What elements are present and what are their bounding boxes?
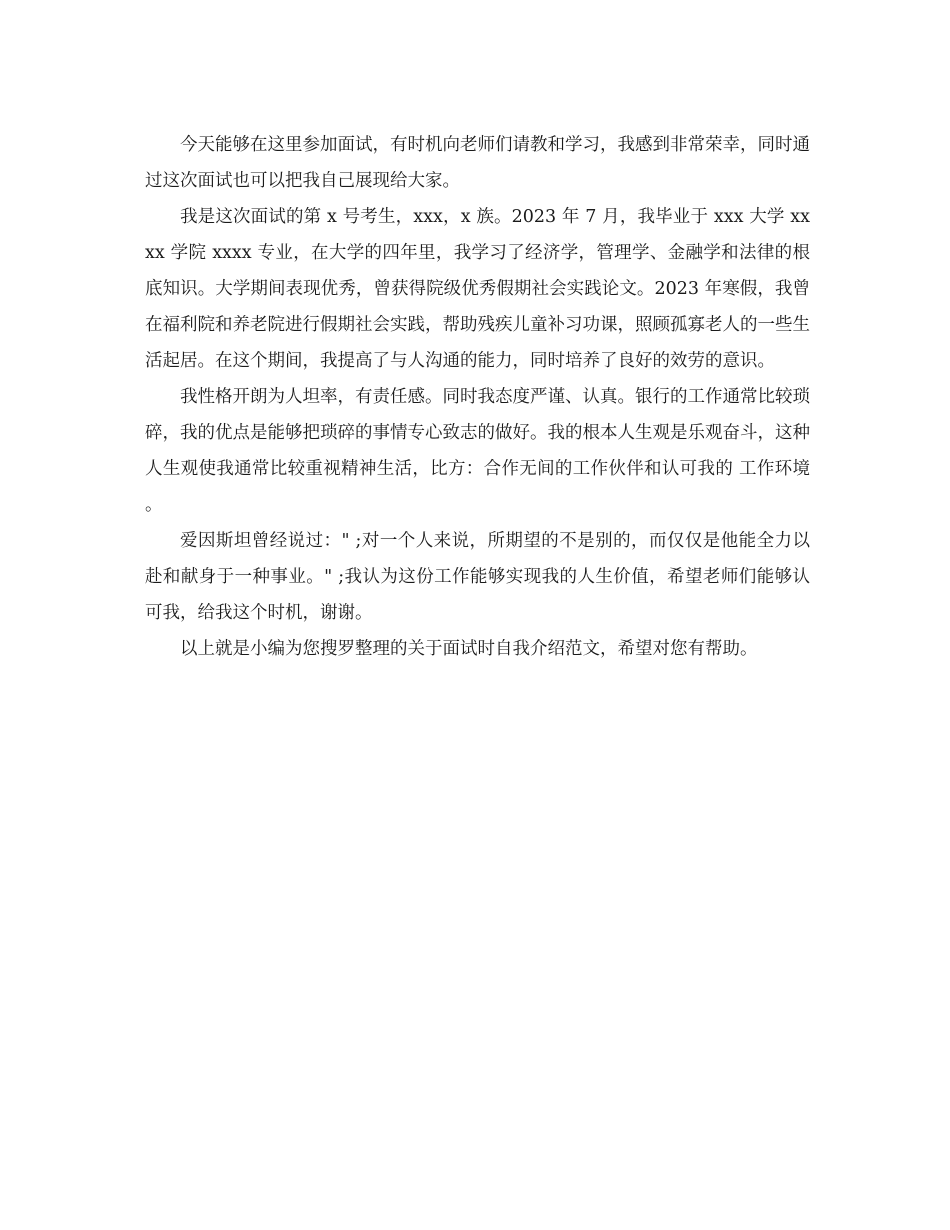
paragraph-background: 我是这次面试的第 x 号考生，xxx，x 族。2023 年 7 月，我毕业于 xxx 大学 xxxx 学院 xxxx 专业，在大学的四年里，我学习了经济学，管理学、金融学和法律的根底知识。大学期间表现优秀，曾获得院级优秀假期社会实践论文。2023 年寒假，我曾在福利院和养老院进行假期社会实践，帮助残疾儿童补习功课，照顾孤寡老人的一些生活起居。在这个期间，我提高了与人沟通的能力，同时培养了良好的效劳的意识。: [145, 207, 810, 371]
paragraph-closing: 以上就是小编为您搜罗整理的关于面试时自我介绍范文，希望对您有帮助。: [180, 639, 758, 659]
paragraph-intro: 今天能够在这里参加面试，有时机向老师们请教和学习，我感到非常荣幸，同时通过这次面试也可以把我自己展现给大家。: [145, 135, 810, 191]
document-body: [145, 127, 810, 667]
paragraph-quote: 爱因斯坦曾经说过：" ;对一个人来说，所期望的不是别的，而仅仅是他能全力以赴和献身于一种事业。" ;我认为这份工作能够实现我的人生价值，希望老师们能够认可我，给我这个时机，谢谢。: [145, 531, 810, 623]
paragraph-personality: 我性格开朗为人坦率，有责任感。同时我态度严谨、认真。银行的工作通常比较琐碎，我的优点是能够把琐碎的事情专心致志的做好。我的根本人生观是乐观奋斗，这种人生观使我通常比较重视精神生活，比方：合作无间的工作伙伴和认可我的 工作环境。: [145, 387, 810, 515]
